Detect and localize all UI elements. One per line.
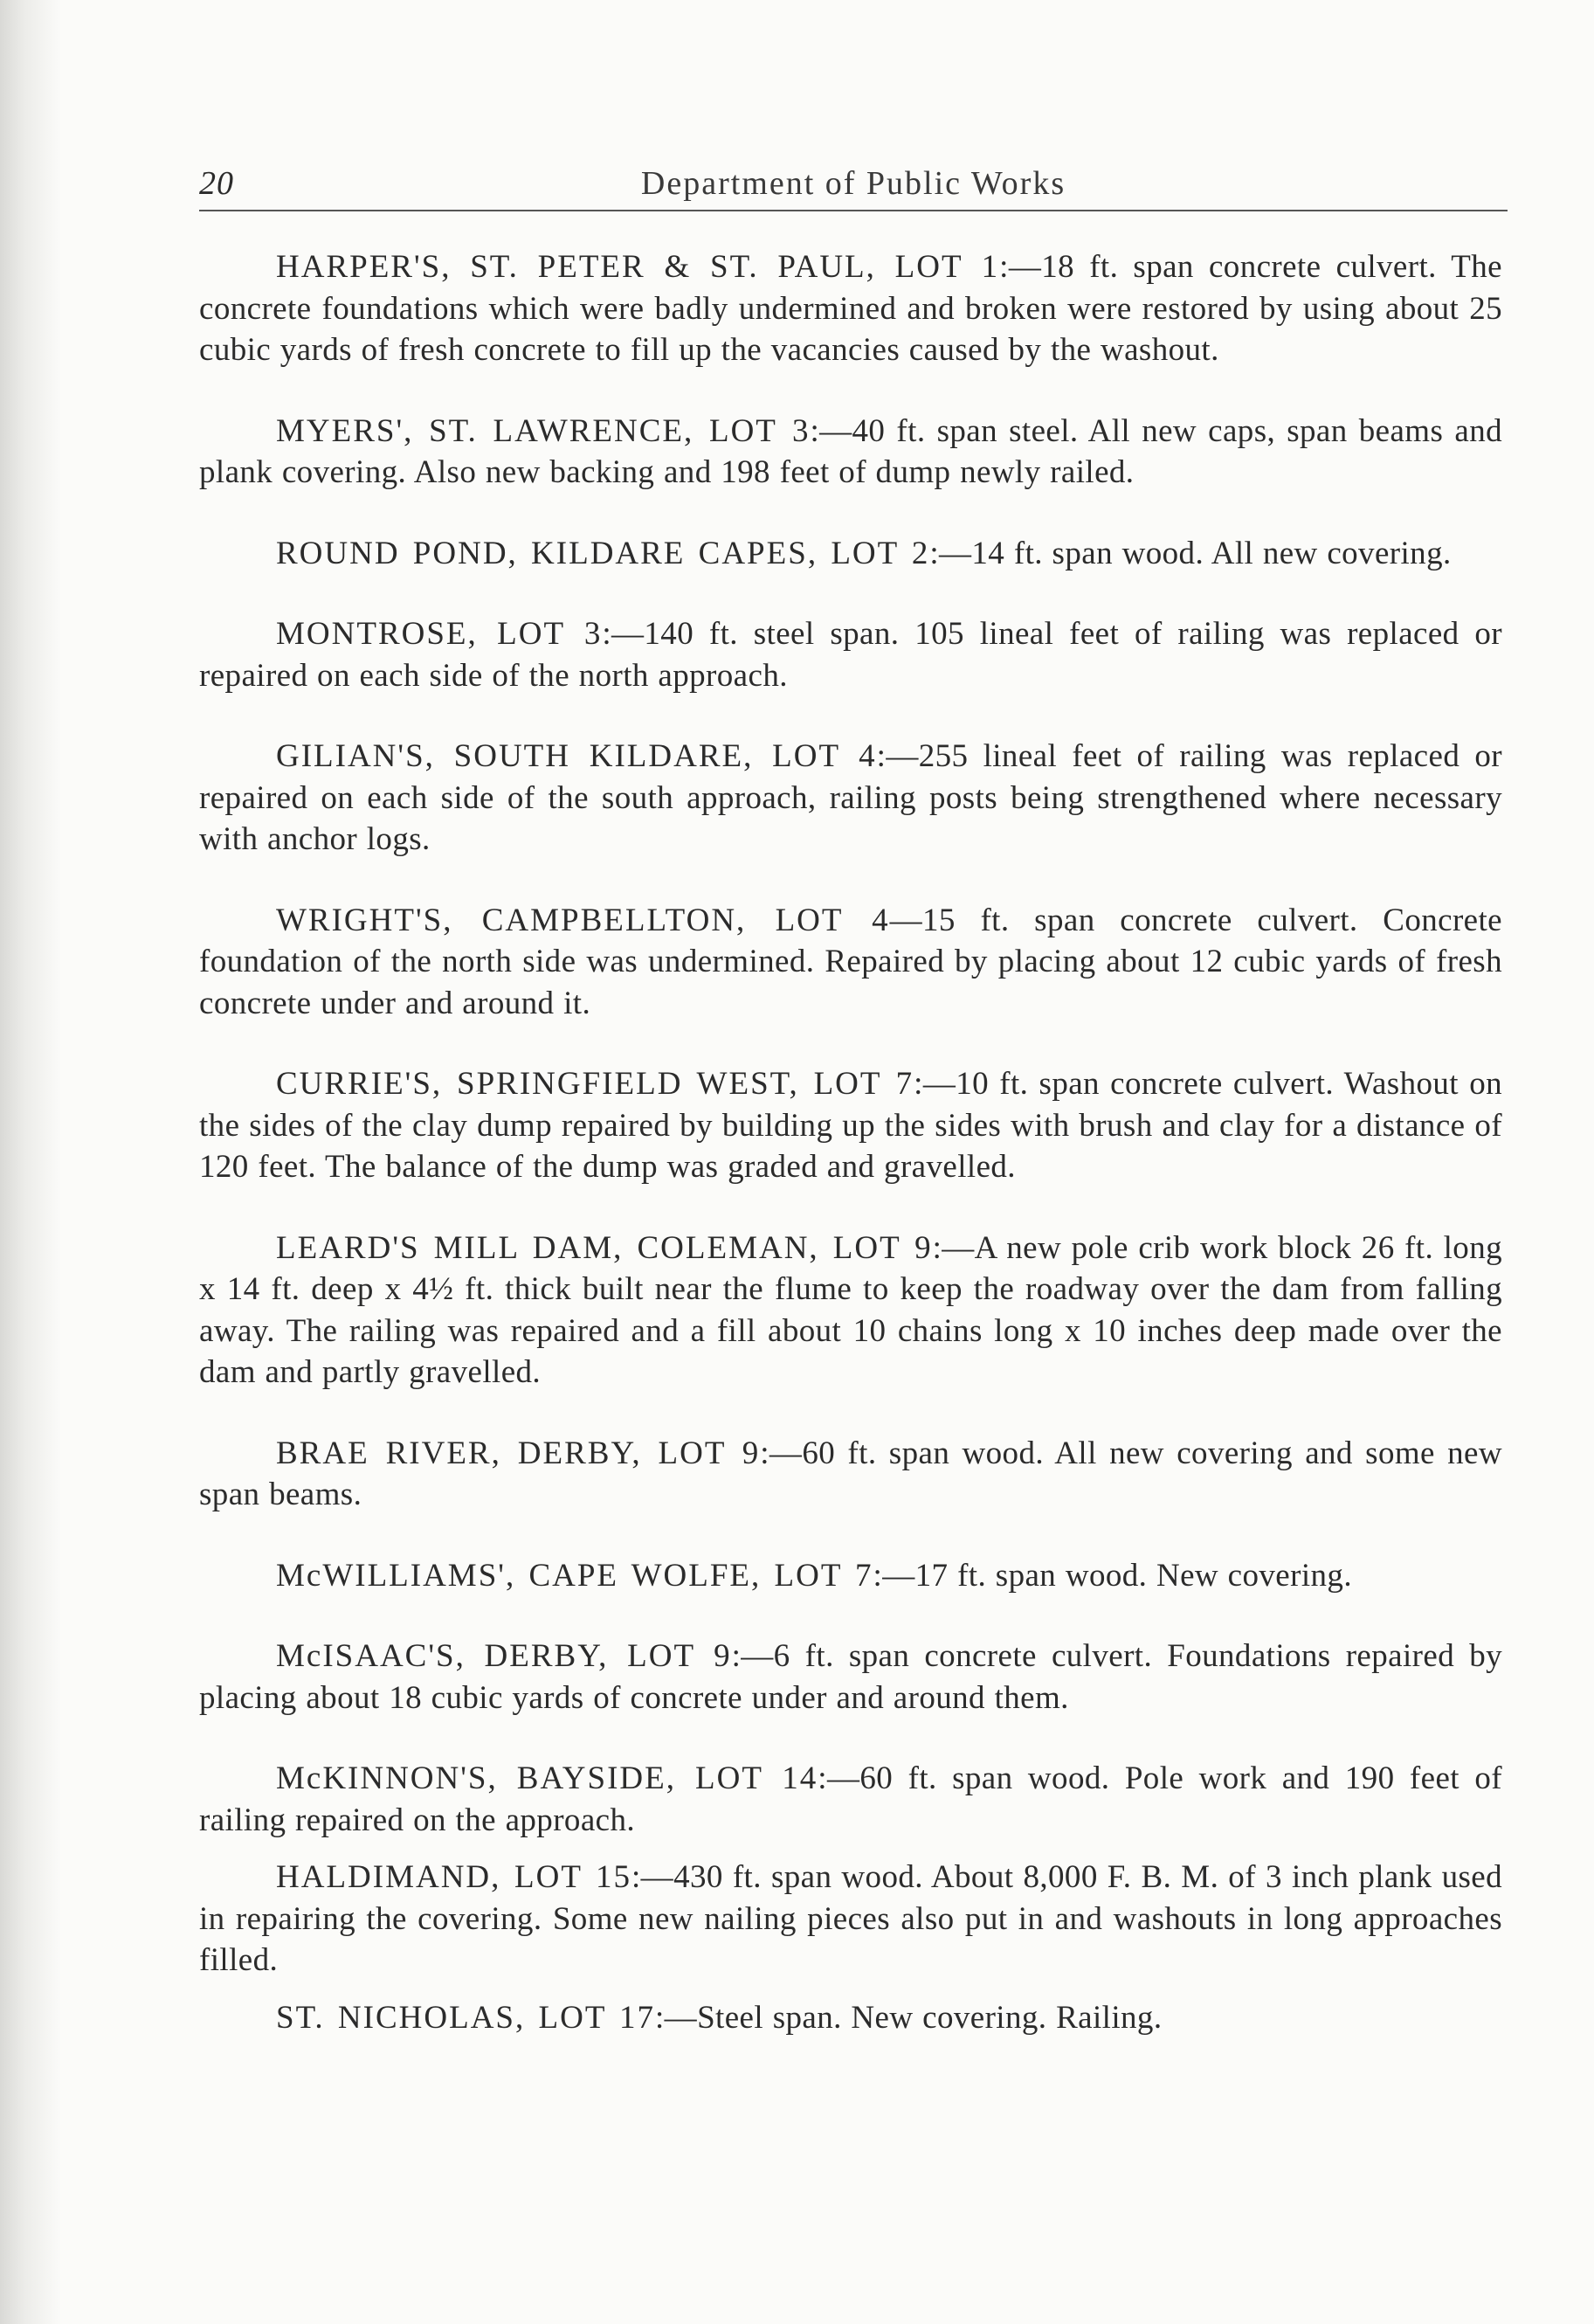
entry-name: MONTROSE, LOT 3 [276,616,603,652]
entry-text: :—14 ft. span wood. All new covering. [929,535,1452,571]
entry-name: McWILLIAMS', CAPE WOLFE, LOT 7 [276,1557,873,1594]
header-rule [199,210,1508,211]
entry-name: BRAE RIVER, DERBY, LOT 9 [276,1435,761,1471]
entry-text: :—6 ft. span concrete culvert. Foundations repaired by placing about 18 cubic yards of concrete under and around them. [199,1638,1503,1716]
entry-montrose [199,613,1502,696]
entry-text: :—10 ft. span concrete culvert. Washout on the sides of the clay dump repaired by building up the sides with brush and clay for a distance of 120 feet. The balance of the dump was graded and gravelled. [199,1066,1502,1185]
entry-curries [199,1063,1502,1188]
entry-name: CURRIE'S, SPRINGFIELD WEST, LOT 7 [276,1066,914,1102]
entry-name: GILIAN'S, SOUTH KILDARE, LOT 4 [276,738,877,774]
entry-text: :—40 ft. span steel. All new caps, span beams and plank covering. Also new backing and 198 feet of dump newly railed. [199,412,1503,490]
entry-name: LEARD'S MILL DAM, COLEMAN, LOT 9 [276,1229,933,1266]
entry-name: ROUND POND, KILDARE CAPES, LOT 2 [276,535,930,571]
entry-name: HALDIMAND, LOT 15 [276,1859,631,1895]
page-header [199,164,1508,204]
entry-leards-mill-dam [199,1228,1502,1394]
entry-text: :—60 ft. span wood. Pole work and 190 feet of railing repaired on the approach. [199,1760,1502,1838]
entry-text: :—140 ft. steel span. 105 lineal feet of railing was replaced or repaired on each side of the north approach. [199,616,1502,694]
entry-wrights [199,900,1502,1025]
entry-text: :—A new pole crib work block 26 ft. long x 14 ft. deep x 4½ ft. thick built near the flume to keep the roadway over the dam from falling away. The railing was repaired and a fill about 10 chains long x 10 inches deep made over the dam and partly gravelled. [199,1229,1502,1390]
entry-text: —15 ft. span concrete culvert. Concrete foundation of the north side was undermined. Repaired by placing about 12 cubic yards of fresh concrete under and around it. [199,902,1502,1021]
entry-brae-river [199,1433,1502,1516]
entry-text: :—255 lineal feet of railing was replaced or repaired on each side of the south approach, railing posts being strengthened where necessary with anchor logs. [199,738,1502,857]
page-left-edge-shadow [0,0,61,2324]
entry-st-nicholas [199,1997,1502,2039]
entry-mcwilliams [199,1555,1502,1597]
entry-gilians [199,736,1502,861]
entry-myers [199,411,1502,494]
body-text [199,246,1502,2054]
entry-name: WRIGHT'S, CAMPBELLTON, LOT 4 [276,902,890,938]
entry-text: :—430 ft. span wood. About 8,000 F. B. M. of 3 inch plank used in repairing the covering. Some new nailing pieces also put in and washouts in long approaches filled. [199,1859,1503,1978]
entry-harpers [199,246,1502,371]
page-number: 20 [199,165,234,202]
entry-mckinnons [199,1758,1502,1841]
entry-name: McKINNON'S, BAYSIDE, LOT 14 [276,1760,818,1796]
entry-name: HARPER'S, ST. PETER & ST. PAUL, LOT 1 [276,249,1000,285]
entry-text: :—60 ft. span wood. All new covering and some new span beams. [199,1435,1503,1512]
entry-text: :—Steel span. New covering. Railing. [655,1999,1163,2036]
entry-haldimand [199,1857,1502,1982]
running-title: Department of Public Works [640,165,1066,202]
entry-text: :—18 ft. span concrete culvert. The concrete foundations which were badly undermined and broken were restored by using about 25 cubic yards of fresh concrete to fill up the vacancies caused by the washout. [199,249,1503,368]
entry-mcisaacs [199,1636,1502,1719]
entry-name: ST. NICHOLAS, LOT 17 [276,1999,655,2036]
entry-name: McISAAC'S, DERBY, LOT 9 [276,1638,732,1674]
entry-name: MYERS', ST. LAWRENCE, LOT 3 [276,412,811,449]
entry-round-pond [199,533,1502,575]
entry-text: :—17 ft. span wood. New covering. [873,1557,1352,1594]
